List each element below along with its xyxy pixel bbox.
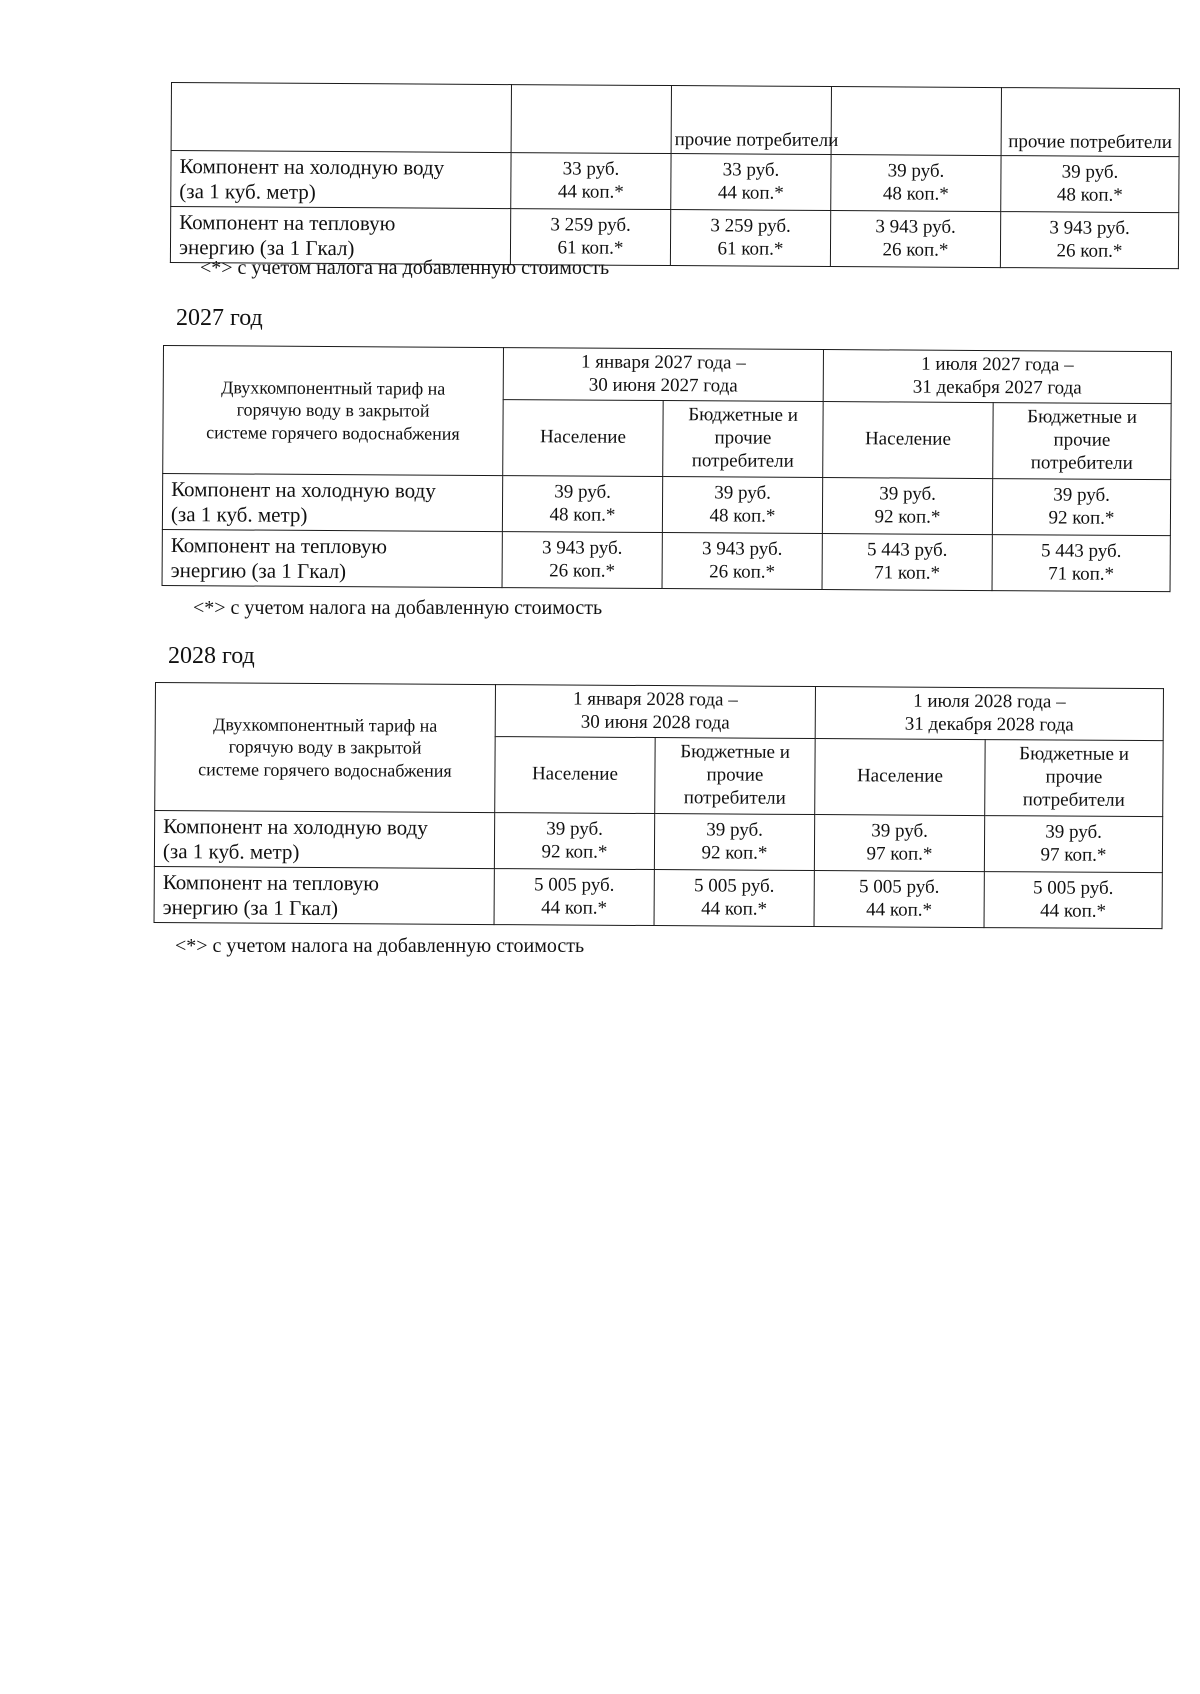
tariff-value-cell: 39 руб. 48 коп.*: [831, 155, 1001, 212]
tariff-title-cell: Двухкомпонентный тариф на горячую воду в закрытой системе горячего водоснабжения: [155, 683, 496, 813]
period-header-h1: 1 января 2027 года – 30 июня 2027 года: [503, 348, 823, 402]
subheader-budget-other: Бюджетные и прочие потребители: [663, 401, 823, 478]
tariff-value-cell: 3 259 руб. 61 коп.*: [670, 210, 830, 267]
header-text: прочие потребители: [674, 129, 839, 152]
tariff-table-continued: [170, 82, 1180, 269]
row-label-cold-water: Компонент на холодную воду (за 1 куб. метр): [162, 474, 502, 532]
table-row-heat-energy: [162, 529, 1170, 591]
subheader-budget-other: Бюджетные и прочие потребители: [655, 738, 815, 815]
footnote-vat: <*> с учетом налога на добавленную стоимость: [175, 935, 585, 957]
footnote-vat: <*> с учетом налога на добавленную стоимость: [193, 597, 603, 619]
table-row-cold-water: [162, 474, 1170, 536]
subheader-budget-other: Бюджетные и прочие потребители: [993, 403, 1171, 480]
header-cell-empty: [831, 87, 1001, 156]
tariff-value-cell: 39 руб. 48 коп.*: [662, 477, 822, 534]
header-cell-empty: [171, 83, 511, 153]
tariff-value-cell: 39 руб. 92 коп.*: [654, 814, 814, 871]
header-row: [171, 83, 1179, 157]
tariff-value-cell: 39 руб. 92 коп.*: [494, 813, 654, 870]
tariff-value-cell: 39 руб. 97 коп.*: [814, 815, 984, 872]
row-label-cold-water: Компонент на холодную воду (за 1 куб. метр): [171, 151, 511, 209]
tariff-value-cell: 33 руб. 44 коп.*: [511, 153, 671, 210]
period-header-h2: 1 июля 2028 года – 31 декабря 2028 года: [815, 687, 1163, 741]
subheader-population: Население: [815, 739, 985, 816]
header-cell-other-consumers: [671, 86, 839, 155]
tariff-value-cell: 39 руб. 48 коп.*: [1001, 156, 1179, 213]
period-header-h2: 1 июля 2027 года – 31 декабря 2027 года: [823, 350, 1171, 404]
table-row-cold-water: [171, 151, 1179, 213]
tariff-value-cell: 3 943 руб. 26 коп.*: [662, 533, 822, 590]
tariff-value-cell: 5 443 руб. 71 коп.*: [992, 535, 1170, 592]
row-label-heat-energy: Компонент на тепловую энергию (за 1 Гкал): [162, 529, 502, 587]
footnote-vat: <*> с учетом налога на добавленную стоимость: [200, 257, 610, 279]
tariff-value-cell: 5 005 руб. 44 коп.*: [984, 872, 1162, 929]
tariff-title-cell: Двухкомпонентный тариф на горячую воду в закрытой системе горячего водоснабжения: [163, 346, 504, 476]
tariff-value-cell: 39 руб. 97 коп.*: [984, 816, 1162, 873]
tariff-value-cell: 39 руб. 48 коп.*: [502, 476, 662, 533]
tariff-value-cell: 3 943 руб. 26 коп.*: [502, 532, 662, 589]
subheader-population: Население: [823, 402, 993, 479]
row-label-heat-energy: Компонент на тепловую энергию (за 1 Гкал): [154, 866, 494, 924]
period-header-row: [155, 683, 1163, 741]
year-title-2028: 2028 год: [168, 643, 255, 669]
tariff-value-cell: 39 руб. 92 коп.*: [992, 479, 1170, 536]
tariff-value-cell: 3 259 руб. 61 коп.*: [510, 209, 670, 266]
tariff-value-cell: 33 руб. 44 коп.*: [671, 154, 831, 211]
tariff-value-cell: 5 005 руб. 44 коп.*: [814, 871, 984, 928]
header-cell-empty: [511, 85, 671, 154]
subheader-population: Население: [503, 400, 663, 477]
row-label-cold-water: Компонент на холодную воду (за 1 куб. метр): [154, 811, 494, 869]
tariff-value-cell: 5 005 руб. 44 коп.*: [494, 869, 654, 926]
period-header-row: [163, 346, 1171, 404]
subheader-budget-other: Бюджетные и прочие потребители: [985, 740, 1163, 817]
tariff-value-cell: 5 443 руб. 71 коп.*: [822, 534, 992, 591]
tariff-table-2027: [162, 345, 1172, 592]
header-cell-other-consumers: [1001, 88, 1179, 157]
period-header-h1: 1 января 2028 года – 30 июня 2028 года: [495, 685, 815, 739]
table-row-heat-energy: [154, 866, 1162, 928]
table-row-cold-water: [154, 811, 1162, 873]
row-label-heat-energy: Компонент на тепловую энергию (за 1 Гкал): [170, 207, 510, 265]
subheader-population: Население: [495, 737, 655, 814]
tariff-value-cell: 3 943 руб. 26 коп.*: [1000, 212, 1178, 269]
header-text: прочие потребители: [1008, 131, 1173, 154]
tariff-value-cell: 39 руб. 92 коп.*: [822, 478, 992, 535]
tariff-value-cell: 3 943 руб. 26 коп.*: [830, 211, 1000, 268]
year-title-2027: 2027 год: [176, 305, 263, 331]
tariff-value-cell: 5 005 руб. 44 коп.*: [654, 870, 814, 927]
tariff-table-2028: [154, 682, 1164, 929]
